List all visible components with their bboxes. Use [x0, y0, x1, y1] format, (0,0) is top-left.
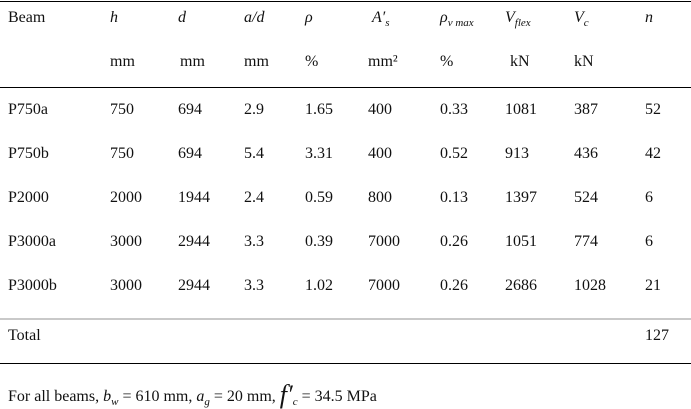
row-0-vflex: 1081 [505, 101, 537, 118]
row-3-vflex: 1051 [505, 233, 537, 250]
row-1-d: 694 [178, 145, 202, 162]
row-1-beam: P750b [8, 145, 49, 162]
row-1-rhov: 0.52 [440, 145, 468, 162]
row-4-n: 21 [645, 277, 661, 294]
row-3-vc: 774 [574, 233, 598, 250]
row-2-n: 6 [645, 189, 653, 206]
row-3-As: 7000 [368, 233, 400, 250]
body-bottom-rule [0, 318, 691, 320]
footnote-ag-symbol: a [196, 388, 205, 405]
row-4-beam: P3000b [8, 277, 57, 294]
unit-v-flex: kN [510, 53, 530, 70]
row-1-rho: 3.31 [305, 145, 333, 162]
header-a-over-d: a/d [244, 9, 265, 26]
unit-rho-v: % [440, 53, 454, 70]
header-v-flex [505, 8, 531, 29]
row-4-ad: 3.3 [244, 277, 264, 294]
header-v-c [574, 8, 589, 29]
unit-rho: % [305, 53, 319, 70]
row-3-d: 2944 [178, 233, 210, 250]
row-1-vflex: 913 [505, 145, 529, 162]
header-h: h [110, 9, 118, 26]
header-vflex-symbol: V [505, 9, 515, 26]
header-As-symbol: A′ [372, 9, 386, 26]
row-2-d: 1944 [178, 189, 210, 206]
header-vc-subscript: c [583, 17, 589, 29]
row-2-h: 2000 [110, 189, 142, 206]
row-2-rho: 0.59 [305, 189, 333, 206]
header-vc-symbol: V [574, 9, 584, 26]
row-0-As: 400 [368, 101, 392, 118]
header-beam: Beam [8, 9, 46, 26]
footnote-ag-value: = 20 mm, [209, 388, 280, 405]
footnote-bw-symbol: b [103, 388, 112, 405]
row-3-ad: 3.3 [244, 233, 264, 250]
row-2-beam: P2000 [8, 189, 49, 206]
row-2-vflex: 1397 [505, 189, 537, 206]
row-0-rho: 1.65 [305, 101, 333, 118]
footnote-bw-value: = 610 mm, [118, 388, 197, 405]
unit-h: mm [110, 53, 135, 70]
unit-d: mm [180, 53, 205, 70]
row-4-d: 2944 [178, 277, 210, 294]
total-n: 127 [645, 327, 669, 344]
row-3-h: 3000 [110, 233, 142, 250]
header-rhov-subscript: v max [447, 17, 474, 29]
row-1-h: 750 [110, 145, 134, 162]
row-4-vflex: 2686 [505, 277, 537, 294]
row-2-ad: 2.4 [244, 189, 264, 206]
row-3-beam: P3000a [8, 233, 56, 250]
table-footnote [8, 378, 377, 408]
row-4-rhov: 0.26 [440, 277, 468, 294]
footnote-ag-subscript: g [204, 396, 210, 408]
header-bottom-rule [0, 87, 691, 88]
row-4-h: 3000 [110, 277, 142, 294]
row-0-ad: 2.9 [244, 101, 264, 118]
row-0-d: 694 [178, 101, 202, 118]
table-bottom-rule [0, 363, 691, 364]
row-4-rho: 1.02 [305, 277, 333, 294]
row-3-rho: 0.39 [305, 233, 333, 250]
header-As-prime [372, 8, 390, 29]
footnote-fc-symbol: f′ [279, 380, 293, 409]
row-1-As: 400 [368, 145, 392, 162]
header-rho: ρ [305, 9, 313, 26]
header-rho-v-max [440, 8, 474, 29]
header-d: d [178, 9, 186, 26]
row-0-rhov: 0.33 [440, 101, 468, 118]
header-vflex-subscript: flex [514, 17, 531, 29]
table-top-rule [0, 1, 691, 2]
row-3-rhov: 0.26 [440, 233, 468, 250]
row-0-n: 52 [645, 101, 661, 118]
row-2-vc: 524 [574, 189, 598, 206]
unit-As: mm² [368, 53, 398, 70]
unit-v-c: kN [574, 53, 594, 70]
unit-a-over-d: mm [244, 53, 269, 70]
footnote-bw-subscript: w [111, 396, 119, 408]
row-0-vc: 387 [574, 101, 598, 118]
row-4-vc: 1028 [574, 277, 606, 294]
row-1-n: 42 [645, 145, 661, 162]
footnote-prefix: For all beams, [8, 388, 104, 405]
footnote-fc-value: = 34.5 MPa [297, 388, 377, 405]
row-0-beam: P750a [8, 101, 48, 118]
row-1-vc: 436 [574, 145, 598, 162]
row-1-ad: 5.4 [244, 145, 264, 162]
header-n: n [645, 9, 653, 26]
row-2-As: 800 [368, 189, 392, 206]
row-0-h: 750 [110, 101, 134, 118]
footnote-fc-subscript: c [292, 396, 298, 408]
total-label: Total [8, 327, 41, 344]
header-rhov-symbol: ρ [440, 9, 448, 26]
row-4-As: 7000 [368, 277, 400, 294]
row-2-rhov: 0.13 [440, 189, 468, 206]
header-As-subscript: s [385, 17, 390, 29]
row-3-n: 6 [645, 233, 653, 250]
